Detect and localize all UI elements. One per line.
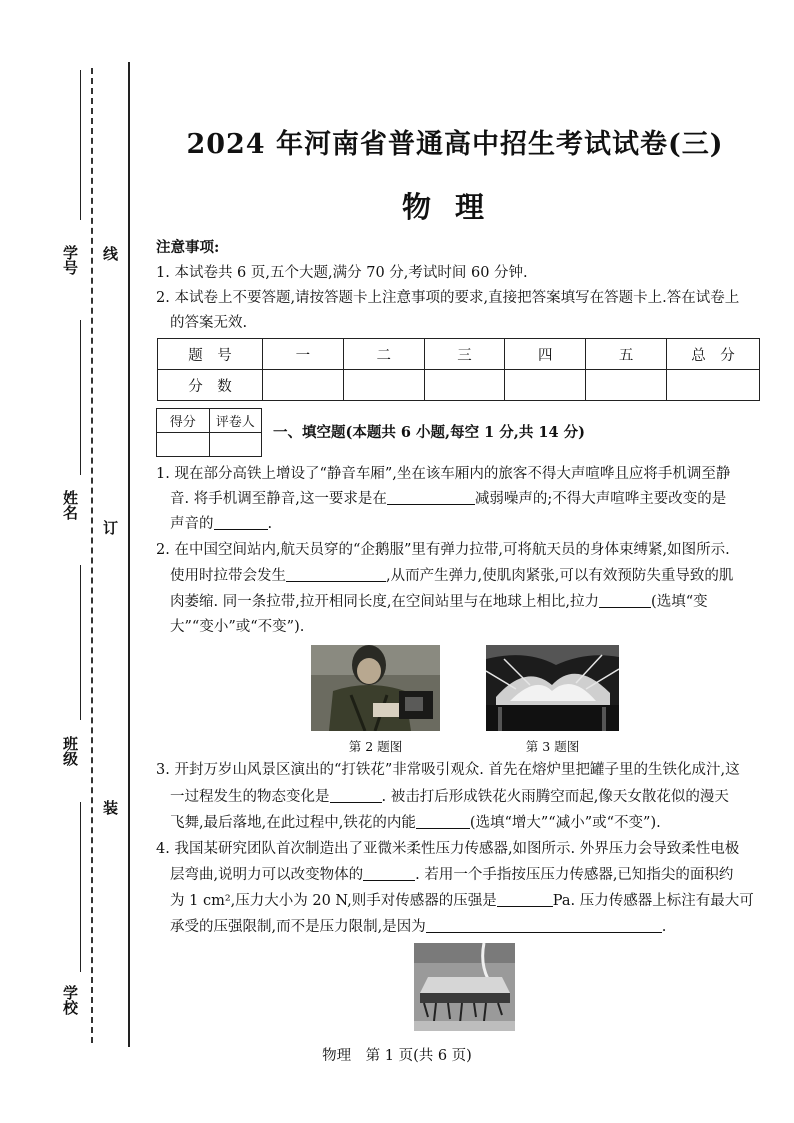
binding-solid-line	[128, 62, 130, 1047]
figure-4-pressure-sensor-photo	[414, 943, 515, 1031]
score-cell	[586, 370, 667, 401]
score-row-label: 分 数	[158, 370, 263, 401]
student-id-label: 学号	[61, 245, 79, 275]
q4-line-3: 为 1 cm²,压力大小为 20 N,则手对传感器的压强是 Pa. 压力传感器上标注有最大可	[170, 889, 754, 913]
score-header-cell: 二	[343, 339, 424, 370]
page-footer: 物理 第 1 页(共 6 页)	[322, 1048, 472, 1064]
figure-3-iron-flower-photo	[486, 645, 619, 731]
q3-blank-1	[330, 786, 382, 803]
score-cell	[505, 370, 586, 401]
score-header-cell: 三	[424, 339, 505, 370]
score-header-cell: 五	[586, 339, 667, 370]
section-1-heading: 一、填空题(本题共 6 小题,每空 1 分,共 14 分)	[273, 424, 585, 441]
q2-line-2: 使用时拉带会发生 ,从而产生弹力,使肌肉紧张,可以有效预防失重导致的肌	[170, 564, 733, 588]
score-header-cell: 总 分	[667, 339, 760, 370]
grader-score-cell	[157, 433, 210, 457]
q3-blank-2	[416, 812, 470, 829]
q2-line-4: 大”“变小”或“不变”).	[170, 619, 305, 635]
figure-2-caption: 第 2 题图	[348, 739, 403, 754]
score-header-cell: 题 号	[158, 339, 263, 370]
line-mark: 线	[101, 246, 119, 261]
q1-blank-2	[214, 513, 268, 530]
notice-item-2-cont: 的答案无效.	[170, 315, 248, 331]
score-table-header-row	[158, 339, 760, 370]
figure-2-astronaut-photo	[311, 645, 440, 731]
q1-line-3: 声音的 .	[170, 512, 272, 536]
zhuang-mark: 装	[101, 800, 119, 815]
ding-mark: 订	[101, 520, 119, 535]
name-label: 姓名	[61, 490, 79, 520]
score-cell	[263, 370, 344, 401]
school-label: 学校	[61, 985, 79, 1015]
score-header-cell: 四	[505, 339, 586, 370]
class-underline	[80, 565, 81, 720]
q1-blank-1	[387, 488, 475, 505]
q4-line-4: 承受的压强限制,而不是压力限制,是因为 .	[170, 915, 666, 939]
q4-line-2: 层弯曲,说明力可以改变物体的 . 若用一个手指按压压力传感器,已知指尖的面积约	[170, 863, 733, 887]
notice-heading: 注意事项:	[156, 239, 220, 256]
score-table	[157, 338, 760, 401]
q2-line-3: 肉萎缩. 同一条拉带,拉开相同长度,在空间站里与在地球上相比,拉力 (选填“变	[170, 590, 708, 614]
student-id-underline	[80, 70, 81, 220]
q4-line-1: 4. 我国某研究团队首次制造出了亚微米柔性压力传感器,如图所示. 外界压力会导致柔性电极	[156, 841, 740, 857]
score-header-cell: 一	[263, 339, 344, 370]
q2-blank-1	[286, 565, 386, 582]
q4-blank-2	[497, 890, 553, 907]
class-label: 班级	[61, 736, 79, 766]
score-cell	[343, 370, 424, 401]
score-cell	[424, 370, 505, 401]
grader-score-label: 得分	[157, 409, 210, 433]
q3-line-2: 一过程发生的物态变化是 . 被击打后形成铁花火雨腾空而起,像天女散花似的漫天	[170, 785, 729, 809]
school-underline	[80, 802, 81, 972]
q3-line-1: 3. 开封万岁山风景区演出的“打铁花”非常吸引观众. 首先在熔炉里把罐子里的生铁化成汁,这	[156, 762, 740, 778]
grader-box	[156, 408, 262, 457]
score-table-score-row	[158, 370, 760, 401]
grader-reviewer-cell	[209, 433, 262, 457]
exam-title: 2024 年河南省普通高中招生考试试卷(三)	[186, 129, 724, 160]
grader-reviewer-label: 评卷人	[209, 409, 262, 433]
figure-3-caption: 第 3 题图	[525, 739, 580, 754]
q2-line-1: 2. 在中国空间站内,航天员穿的“企鹅服”里有弹力拉带,可将航天员的身体束缚紧,如图所示.	[156, 542, 730, 558]
q2-blank-2	[599, 591, 651, 608]
score-cell	[667, 370, 760, 401]
binding-dashed-line	[91, 68, 93, 1043]
q1-line-2: 音. 将手机调至静音,这一要求是在 减弱噪声的;不得大声喧哗主要改变的是	[170, 487, 726, 511]
q4-blank-3	[426, 916, 662, 933]
q3-line-3: 飞舞,最后落地,在此过程中,铁花的内能 (选填“增大”“减小”或“不变”).	[170, 811, 661, 835]
q4-blank-1	[363, 864, 415, 881]
q1-line-1: 1. 现在部分高铁上增设了“静音车厢”,坐在该车厢内的旅客不得大声喧哗且应将手机调至静	[156, 466, 731, 482]
notice-item-1: 1. 本试卷共 6 页,五个大题,满分 70 分,考试时间 60 分钟.	[156, 265, 528, 281]
notice-item-2: 2. 本试卷上不要答题,请按答题卡上注意事项的要求,直接把答案填写在答题卡上.答在试卷上	[156, 290, 740, 306]
subject-title: 物理	[401, 190, 508, 224]
name-underline	[80, 320, 81, 475]
